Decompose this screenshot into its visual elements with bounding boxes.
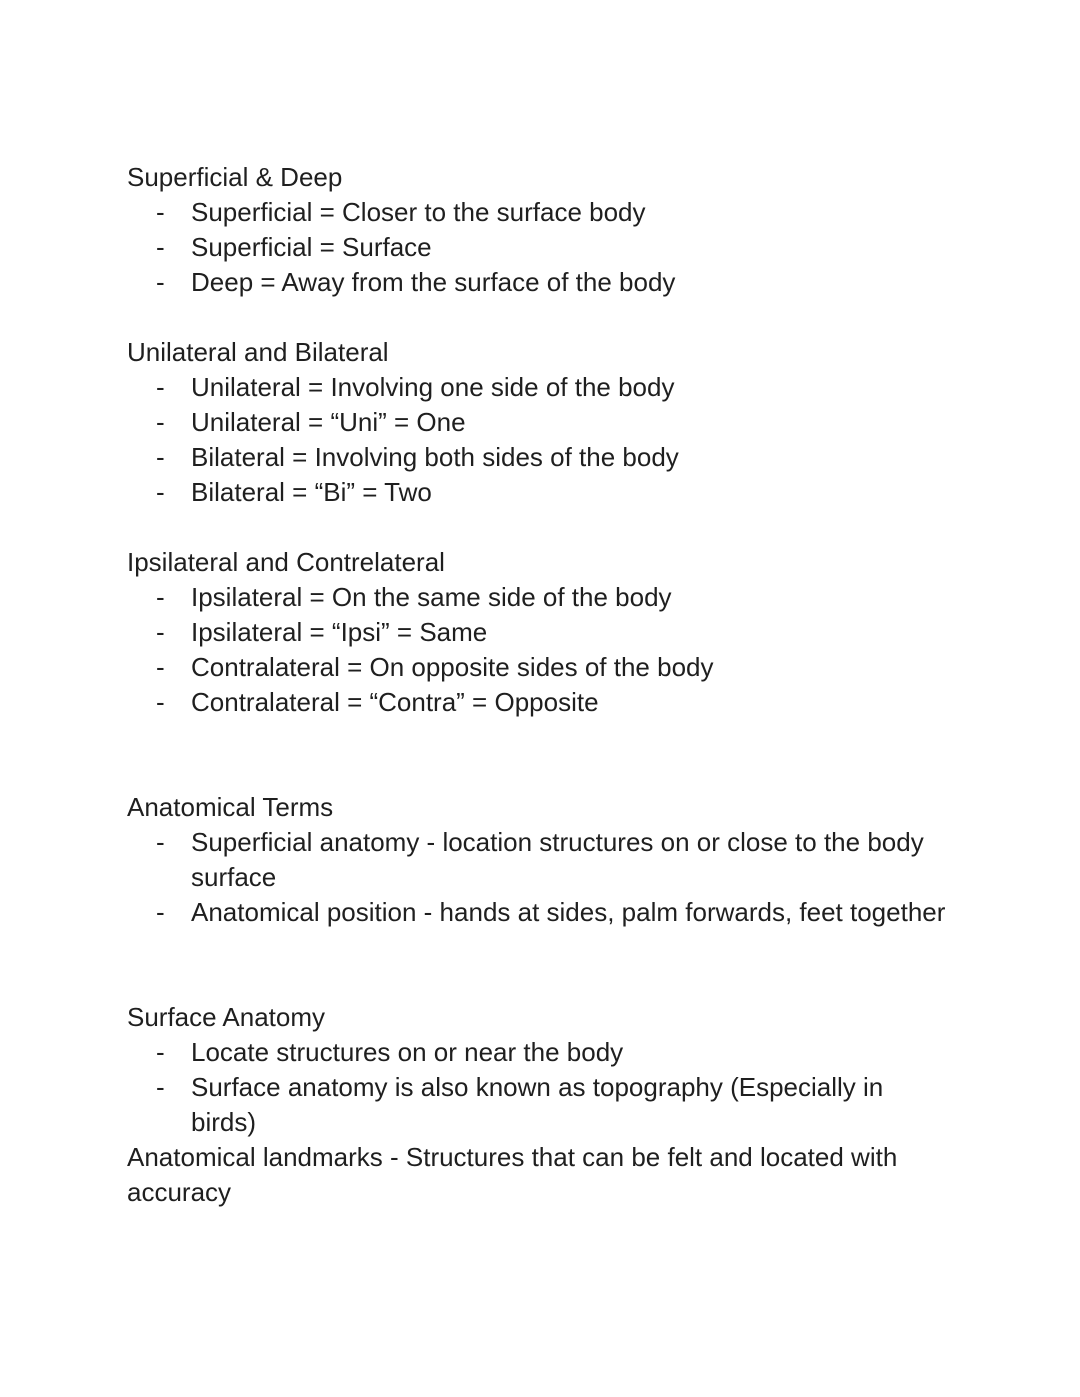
bullet-dash: -: [156, 442, 165, 472]
spacer: [127, 300, 947, 335]
bullet-dash: -: [156, 827, 165, 857]
bullet-dash: -: [156, 582, 165, 612]
list-item: [127, 475, 947, 510]
bullet-dash: -: [156, 897, 165, 927]
bullet-dash: -: [156, 652, 165, 682]
list-item-text: Ipsilateral = “Ipsi” = Same: [191, 617, 488, 647]
list-item: [127, 1035, 947, 1070]
list-item-text: Superficial = Surface: [191, 232, 432, 262]
list-item-text: Locate structures on or near the body: [191, 1037, 624, 1067]
list-item-text: Bilateral = “Bi” = Two: [191, 477, 432, 507]
list-item-text: Unilateral = Involving one side of the body: [191, 372, 675, 402]
section-anatomical-terms: [127, 790, 947, 930]
list-item: [127, 265, 947, 300]
bullet-dash: -: [156, 197, 165, 227]
bullet-dash: -: [156, 232, 165, 262]
section-heading: Unilateral and Bilateral: [127, 337, 389, 367]
list-item: [127, 440, 947, 475]
list-item: [127, 825, 947, 895]
list-item: [127, 1070, 947, 1140]
bullet-list: [127, 370, 947, 510]
list-item-text: Surface anatomy is also known as topography (Especially in birds): [191, 1072, 884, 1137]
bullet-dash: -: [156, 372, 165, 402]
list-item: [127, 895, 947, 930]
bullet-dash: -: [156, 407, 165, 437]
list-item: [127, 580, 947, 615]
list-item: [127, 195, 947, 230]
section-surface-anatomy: [127, 1000, 947, 1210]
list-item-text: Unilateral = “Uni” = One: [191, 407, 466, 437]
bullet-dash: -: [156, 617, 165, 647]
bullet-dash: -: [156, 477, 165, 507]
section-superficial-deep: [127, 160, 947, 300]
bullet-dash: -: [156, 687, 165, 717]
section-heading: Superficial & Deep: [127, 162, 343, 192]
bullet-list: [127, 825, 947, 930]
closing-paragraph: Anatomical landmarks - Structures that can be felt and located with accuracy: [127, 1142, 898, 1207]
bullet-dash: -: [156, 1072, 165, 1102]
list-item: [127, 685, 947, 720]
section-heading: Anatomical Terms: [127, 792, 334, 822]
spacer: [127, 720, 947, 790]
bullet-list: [127, 195, 947, 300]
bullet-dash: -: [156, 1037, 165, 1067]
bullet-dash: -: [156, 267, 165, 297]
list-item: [127, 370, 947, 405]
list-item-text: Anatomical position - hands at sides, palm forwards, feet together: [191, 897, 946, 927]
spacer: [127, 510, 947, 545]
list-item-text: Deep = Away from the surface of the body: [191, 267, 676, 297]
list-item-text: Bilateral = Involving both sides of the body: [191, 442, 679, 472]
list-item-text: Contralateral = On opposite sides of the body: [191, 652, 714, 682]
list-item: [127, 230, 947, 265]
list-item: [127, 615, 947, 650]
spacer: [127, 930, 947, 1000]
list-item-text: Contralateral = “Contra” = Opposite: [191, 687, 599, 717]
list-item: [127, 405, 947, 440]
list-item: [127, 650, 947, 685]
document-body: [127, 160, 947, 1210]
bullet-list: [127, 1035, 947, 1140]
section-unilateral-bilateral: [127, 335, 947, 510]
section-heading: Surface Anatomy: [127, 1002, 325, 1032]
bullet-list: [127, 580, 947, 720]
list-item-text: Superficial anatomy - location structures on or close to the body surface: [191, 827, 924, 892]
list-item-text: Ipsilateral = On the same side of the body: [191, 582, 672, 612]
list-item-text: Superficial = Closer to the surface body: [191, 197, 646, 227]
section-ipsilateral-contralateral: [127, 545, 947, 720]
section-heading: Ipsilateral and Contrelateral: [127, 547, 445, 577]
